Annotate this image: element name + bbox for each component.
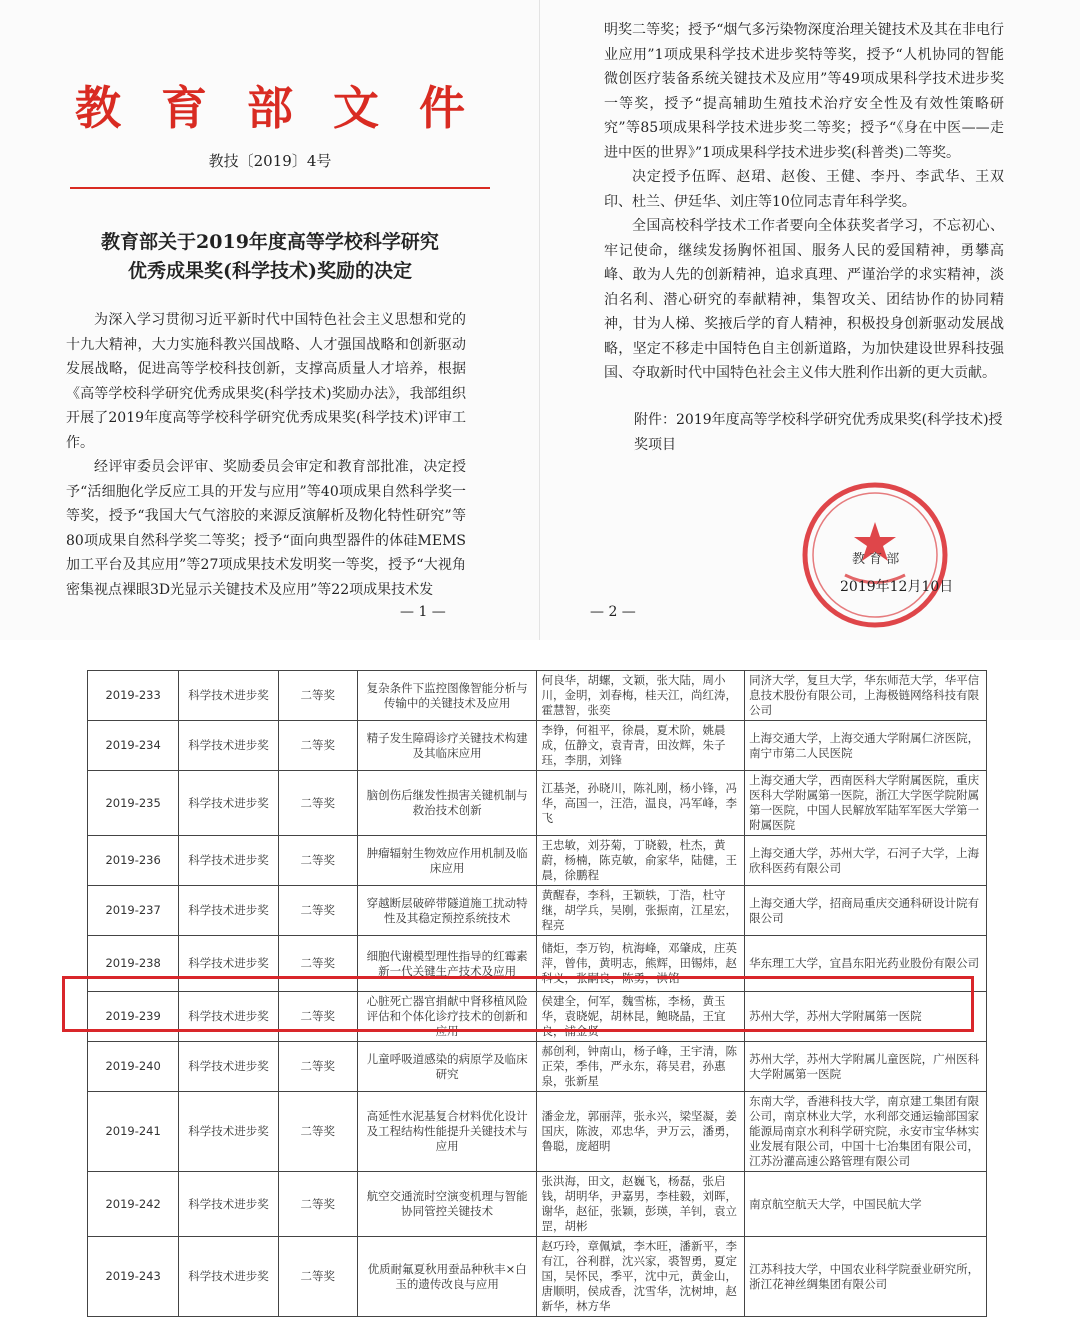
project-members: 郝创利，钟南山，杨子峰，王宇清，陈正荣，季伟，严永东，蒋吴君，孙惠泉，张新星 [537,1042,745,1092]
project-members: 王忠敏，刘芬菊，丁晓毅，杜杰，黄蔚，杨楠，陈克敏，俞家华，陆健，王晨，徐鹏程 [537,836,745,886]
award-number: 2019-239 [88,992,179,1042]
award-grade: 二等奖 [278,671,357,721]
award-category: 科学技术进步奖 [179,936,278,992]
award-category: 科学技术进步奖 [179,1172,278,1237]
award-category: 科学技术进步奖 [179,771,278,836]
award-category: 科学技术进步奖 [179,721,278,771]
award-number: 2019-238 [88,936,179,992]
award-grade: 二等奖 [278,992,357,1042]
award-number: 2019-235 [88,771,179,836]
award-number: 2019-237 [88,886,179,936]
project-title: 精子发生障碍诊疗关键技术构建及其临床应用 [357,721,537,771]
table-row [88,886,987,936]
table-row [88,771,987,836]
award-number: 2019-241 [88,1092,179,1172]
award-category: 科学技术进步奖 [179,1042,278,1092]
project-units: 上海交通大学，招商局重庆交通科研设计院有限公司 [745,886,987,936]
award-grade: 二等奖 [278,721,357,771]
award-grade: 二等奖 [278,886,357,936]
project-units: 上海交通大学，上海交通大学附属仁济医院，南宁市第二人民医院 [745,721,987,771]
project-title: 肿瘤辐射生物效应作用机制及临床应用 [357,836,537,886]
project-units: 上海交通大学，苏州大学，石河子大学，上海欣科医药有限公司 [745,836,987,886]
award-category: 科学技术进步奖 [179,671,278,721]
award-grade: 二等奖 [278,1172,357,1237]
paragraph: 为深入学习贯彻习近平新时代中国特色社会主义思想和党的十九大精神，大力实施科教兴国战略、人才强国战略和创新驱动发展战略，促进高等学校科技创新，支撑高质量人才培养，根据《高等学校科学研究优秀成果奖(科学技术)奖励办法》，我部组织开展了2019年度高等学校科学研究优秀成果奖(科学技术)评审工作。 [66,312,466,451]
project-members: 何良华，胡螺，文颖，张大陆，周小川，金明，刘春梅，桂天江，尚红涛，霍慧智，张奕 [537,671,745,721]
award-grade: 二等奖 [278,1042,357,1092]
project-title: 心脏死亡器官捐献中肾移植风险评估和个体化诊疗技术的创新和应用 [357,992,537,1042]
table-row [88,836,987,886]
project-title: 儿童呼吸道感染的病原学及临床研究 [357,1042,537,1092]
project-units: 江苏科技大学，中国农业科学院蚕业研究所，浙江花神丝绸集团有限公司 [745,1237,987,1317]
page-number: — 2 — [590,604,636,620]
award-number: 2019-233 [88,671,179,721]
decision-title [40,228,500,286]
document-header-title: 教育部文件 [75,81,505,135]
award-category: 科学技术进步奖 [179,1092,278,1172]
table-row [88,721,987,771]
project-members: 黄醒春，李科，王颖轶，丁浩，杜守继，胡学兵，吴刚，张振南，江星宏，程亮 [537,886,745,936]
award-grade: 二等奖 [278,836,357,886]
project-members: 侯建全，何军，魏雪栋，李杨，黄玉华，袁晓妮，胡林昆，鲍晓晶，王宜良，浦金贤 [537,992,745,1042]
paragraph: 决定授予伍晖、赵珺、赵俊、王健、李丹、李武华、王双印、杜兰、伊廷华、刘庄等10位同志青年科学奖。 [604,169,1004,210]
award-number: 2019-236 [88,836,179,886]
project-title: 高延性水泥基复合材料优化设计及工程结构性能提升关键技术与应用 [357,1092,537,1172]
project-title: 优质耐氟夏秋用蚕品种秋丰×白玉的遗传改良与应用 [357,1237,537,1317]
project-title: 复杂条件下监控图像智能分析与传输中的关键技术及应用 [357,671,537,721]
paragraph: 经评审委员会评审、奖励委员会审定和教育部批准，决定授予“活细胞化学反应工具的开发与应用”等40项成果自然科学奖一等奖，授予“我国大气气溶胶的来源反演解析及物化特性研究”等80项成果自然科学奖二等奖；授予“面向典型器件的体硅MEMS加工平台及其应用”等27项成果技术发明奖一等奖，授予“大视角密集视点裸眼3D光显示关键技术及应用”等22项成果技术发 [66,459,466,598]
award-number: 2019-234 [88,721,179,771]
project-units: 苏州大学，苏州大学附属第一医院 [745,992,987,1042]
project-title: 穿越断层破碎带隧道施工扰动特性及其稳定预控系统技术 [357,886,537,936]
project-members: 储炬，李万钧，杭海峰，邓肇成，庄英萍，曾伟，黄明志，熊辉，田锡炜，赵科义，张嗣良，陈勇，洪铭 [537,936,745,992]
award-category: 科学技术进步奖 [179,1237,278,1317]
highlight-box [62,976,974,1032]
award-grade: 二等奖 [278,771,357,836]
project-members: 赵巧玲，章佩斌，李木旺，潘新平，李有江，谷利群，沈兴家，裘智勇，夏定国，吴怀民，季平，沈中元，黄金山，唐顺明，侯成香，沈雪华，沈树坤，赵新华，林方华 [537,1237,745,1317]
award-number: 2019-240 [88,1042,179,1092]
table-row [88,1042,987,1092]
decision-title-line-2: 优秀成果奖(科学技术)奖励的决定 [128,260,412,282]
paragraph: 明奖二等奖；授予“烟气多污染物深度治理关键技术及其在非电行业应用”1项成果科学技术进步奖特等奖，授予“人机协同的智能微创医疗装备系统关键技术及应用”等49项成果科学技术进步奖一等奖，授予“提高辅助生殖技术治疗安全性及有效性策略研究”等85项成果科学技术进步奖二等奖；授予“《身在中医——走进中医的世界》”1项成果科学技术进步奖(科普类)二等奖。 [604,22,1004,161]
award-grade: 二等奖 [278,1237,357,1317]
project-units: 苏州大学，苏州大学附属儿童医院，广州医科大学附属第一医院 [745,1042,987,1092]
table-row [88,1237,987,1317]
project-units: 上海交通大学，西南医科大学附属医院，重庆医科大学附属第一医院，浙江大学医学院附属第一医院，中国人民解放军陆军军医大学第一附属医院 [745,771,987,836]
red-divider [70,187,490,189]
award-category: 科学技术进步奖 [179,836,278,886]
attachment-note: 附件：2019年度高等学校科学研究优秀成果奖(科学技术)授奖项目 [634,412,1003,453]
page-number: — 1 — [400,604,446,620]
award-number: 2019-243 [88,1237,179,1317]
project-units: 同济大学，复旦大学，华东师范大学，华平信息技术股份有限公司，上海极链网络科技有限公司 [745,671,987,721]
table-row [88,1092,987,1172]
project-title: 细胞代谢模型理性指导的红霉素新一代关键生产技术及应用 [357,936,537,992]
project-members: 李铮，何祖平，徐晨，夏术阶，姚晨成，伍静文，袁青青，田汝辉，朱子珏，李朋，刘锋 [537,721,745,771]
document-page-1 [0,0,540,640]
award-grade: 二等奖 [278,936,357,992]
paragraph: 全国高校科学技术工作者要向全体获奖者学习，不忘初心、牢记使命，继续发扬胸怀祖国、服务人民的爱国精神，勇攀高峰、敢为人先的创新精神，追求真理、严谨治学的求实精神，淡泊名利、潜心研究的奉献精神，集智攻关、团结协作的协同精神，甘为人梯、奖掖后学的育人精神，积极投身创新驱动发展战略，坚定不移走中国特色自主创新道路，为加快建设世界科技强国、夺取新时代中国特色社会主义伟大胜利作出新的更大贡献。 [604,218,1004,381]
project-units: 华东理工大学，宜昌东阳光药业股份有限公司 [745,936,987,992]
project-units: 南京航空航天大学，中国民航大学 [745,1172,987,1237]
project-title: 脑创伤后继发性损害关键机制与救治技术创新 [357,771,537,836]
document-number: 教技〔2019〕4号 [208,152,332,170]
award-grade: 二等奖 [278,1092,357,1172]
left-page-body [66,308,466,602]
project-members: 江基尧，孙晓川，陈礼刚，杨小锋，冯华，高国一，汪浩，温良，冯军峰，李飞 [537,771,745,836]
decision-title-line-1: 教育部关于2019年度高等学校科学研究 [101,231,439,253]
project-units: 东南大学，香港科技大学，南京建工集团有限公司，南京林业大学，水利部交通运输部国家能源局南京水利科学研究院，永安市宝华林实业发展有限公司，中国十七冶集团有限公司，江苏汾灌高速公路管理有限公司 [745,1092,987,1172]
table-row [88,1172,987,1237]
project-members: 张洪海，田文，赵巍飞，杨磊，张启钱，胡明华，尹嘉男，李桂毅，刘晖，谢华，赵征，张颖，彭瑛，羊钊，袁立罡，胡彬 [537,1172,745,1237]
project-title: 航空交通流时空演变机理与智能协同管控关键技术 [357,1172,537,1237]
project-members: 潘金龙，郭丽萍，张永兴，梁坚凝，姜国庆，陈波，邓忠华，尹万云，潘勇，鲁聪，庞超明 [537,1092,745,1172]
award-category: 科学技术进步奖 [179,992,278,1042]
table-row [88,671,987,721]
right-page-body [604,18,1004,386]
issuer-name: 教 育 部 [852,552,900,567]
issue-date: 2019年12月10日 [840,579,954,595]
award-category: 科学技术进步奖 [179,886,278,936]
award-number: 2019-242 [88,1172,179,1237]
